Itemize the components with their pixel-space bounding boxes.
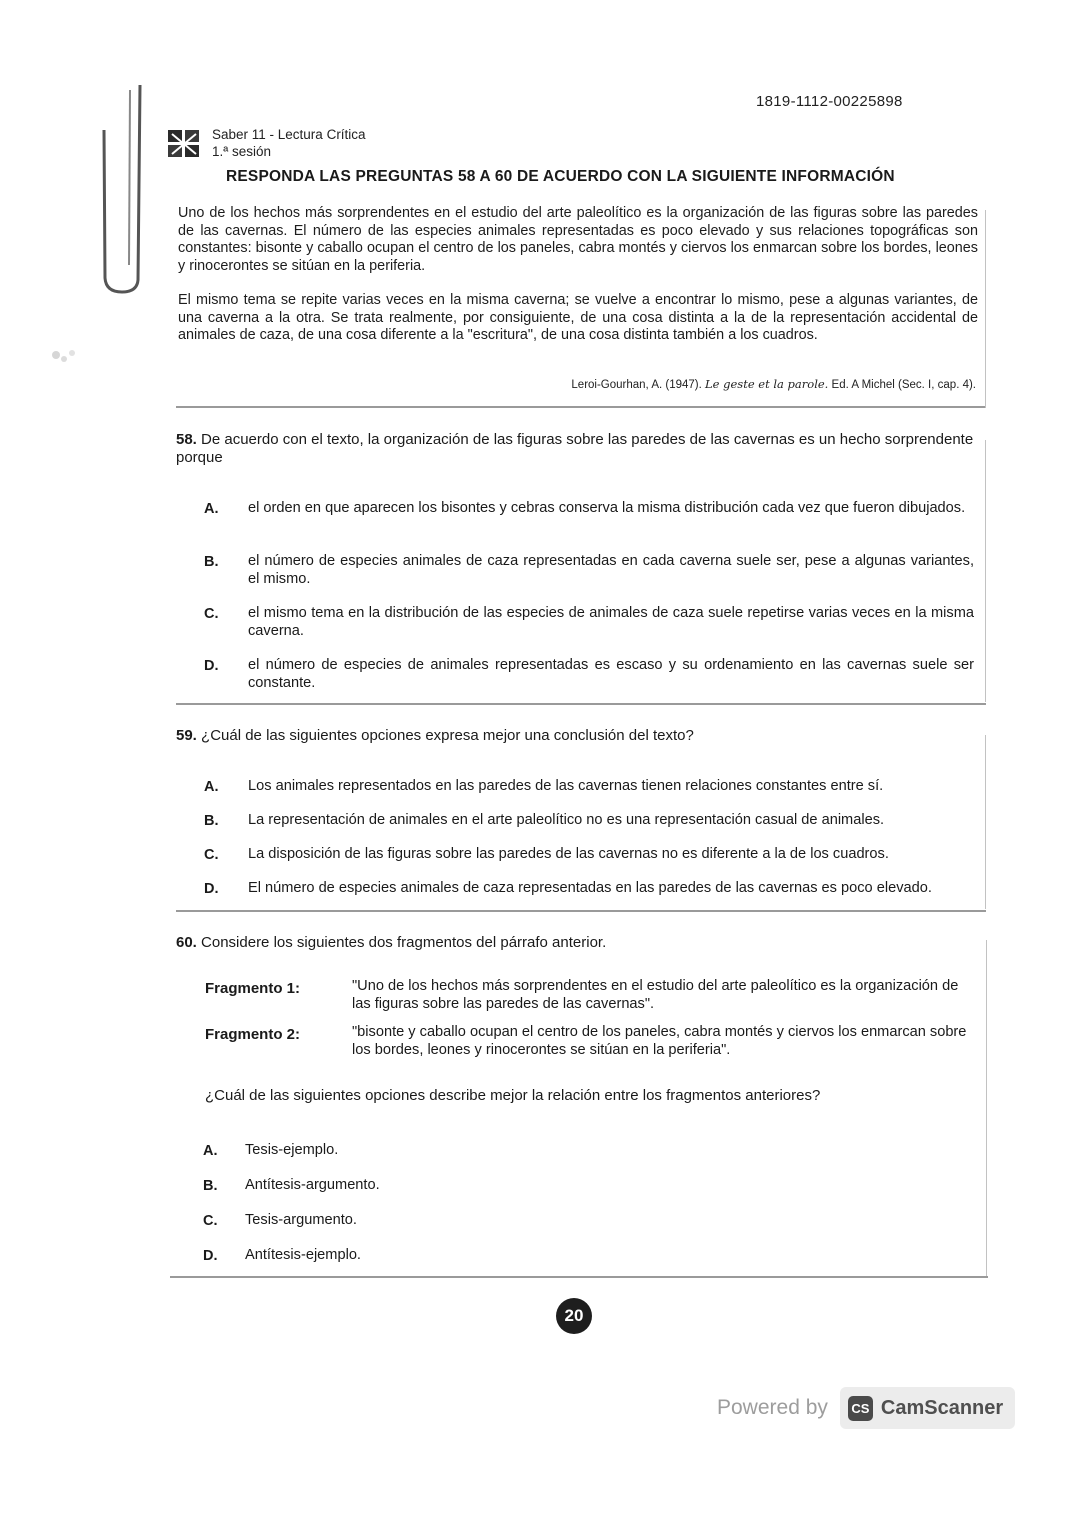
option-letter: D. [204, 881, 219, 897]
citation-author: Leroi-Gourhan, A. (1947). [571, 379, 702, 391]
passage-citation [571, 377, 976, 391]
option-letter: A. [204, 779, 219, 795]
question-number: 60. [176, 934, 197, 951]
option-letter: A. [203, 1143, 218, 1159]
option-letter: A. [204, 501, 219, 517]
divider [176, 406, 986, 408]
option-text: el número de especies de animales representadas es escaso y su ordenamiento en las cavernas suele ser constante. [248, 657, 974, 691]
option-letter: D. [204, 658, 219, 674]
icfes-logo-icon [166, 128, 202, 160]
option-letter: C. [204, 606, 219, 622]
passage-paragraph-2: El mismo tema se repite varias veces en la misma caverna; se vuelve a encontrar lo mismo, pese a algunas variantes, de una caverna a la otra. Se trata realmente, por consiguiente, de una cosa distinta a la de la representación accidental de animales de caza, de una cosa diferente a la "escritura", de una cosa distinta también a los cuadros. [178, 292, 978, 343]
question-60-prompt: ¿Cuál de las siguientes opciones describe mejor la relación entre los fragmentos anteriores? [205, 1087, 821, 1104]
option-text: El número de especies animales de caza representadas en las paredes de las cavernas es poco elevado. [248, 880, 932, 896]
option-letter: C. [203, 1213, 218, 1229]
passage-paragraph-1: Uno de los hechos más sorprendentes en el estudio del arte paleolítico es la organización de las figuras sobre las paredes de las cavernas. El número de las especies animales representadas es poco elevado y sus relaciones topográficas son constantes: bisonte y caballo ocupan el centro de los paneles, cabra montés y ciervos los enmarcan sobre los bordes, leones y rinocerontes se sitúan en la periferia. [178, 205, 978, 274]
option-text: Los animales representados en las paredes de las cavernas tienen relaciones constantes entre sí. [248, 778, 884, 794]
question-59-stem [176, 727, 976, 745]
citation-title: Le geste et la parole. [705, 377, 829, 391]
divider [176, 910, 986, 912]
question-number: 59. [176, 727, 197, 744]
option-letter: C. [204, 847, 219, 863]
option-text: el número de especies animales de caza representadas en cada caverna suele ser, pese a algunas variantes, el mismo. [248, 553, 974, 587]
option-letter: B. [203, 1178, 218, 1194]
exam-session: 1.ª sesión [212, 144, 272, 159]
option-text: La representación de animales en el arte paleolítico no es una representación casual de animales. [248, 812, 885, 828]
option-letter: D. [203, 1248, 218, 1264]
camscanner-logo-icon: CS [848, 1396, 873, 1421]
camscanner-watermark [717, 1388, 1015, 1428]
divider [176, 703, 986, 705]
option-letter: B. [204, 554, 219, 570]
citation-publisher: Ed. A Michel (Sec. I, cap. 4). [831, 379, 976, 391]
option-text: La disposición de las figuras sobre las paredes de las cavernas no es diferente a la de los cuadros. [248, 846, 889, 862]
option-text: Tesis-argumento. [245, 1212, 357, 1228]
divider [986, 940, 987, 1276]
camscanner-badge [840, 1387, 1015, 1429]
fragment-1-text: "Uno de los hechos más sorprendentes en el estudio del arte paleolítico es la organización de las figuras sobre las paredes de las cavernas". [352, 978, 959, 1012]
divider [170, 1276, 988, 1278]
fragment-1-label: Fragmento 1: [205, 980, 301, 997]
question-58-stem [176, 431, 976, 467]
divider [985, 440, 986, 702]
camscanner-brand: CamScanner [880, 1396, 1004, 1419]
question-text: De acuerdo con el texto, la organización de las figuras sobre las paredes de las cavernas es un hecho sorprendente porque [176, 431, 974, 466]
fragment-2-text: "bisonte y caballo ocupan el centro de los paneles, cabra montés y ciervos los enmarcan sobre los bordes, leones y rinocerontes se sitúan en la periferia". [352, 1024, 967, 1058]
question-text: ¿Cuál de las siguientes opciones expresa mejor una conclusión del texto? [201, 727, 694, 744]
option-text: el orden en que aparecen los bisontes y cebras conserva la misma distribución cada vez que fueron dibujados. [248, 500, 966, 516]
paper-clip-icon [92, 80, 152, 300]
option-text: Antítesis-argumento. [245, 1177, 380, 1193]
stain-mark [48, 345, 84, 369]
question-number: 58. [176, 431, 197, 448]
fragment-2-label: Fragmento 2: [205, 1026, 301, 1043]
option-text: el mismo tema en la distribución de las especies de animales de caza suele repetirse varias veces en la misma caverna. [248, 605, 974, 639]
exam-title: Saber 11 - Lectura Crítica [212, 127, 366, 142]
option-letter: B. [204, 813, 219, 829]
reading-passage [178, 205, 978, 362]
divider [985, 735, 986, 909]
question-60-stem [176, 934, 976, 952]
option-text: Antítesis-ejemplo. [245, 1247, 361, 1263]
question-text: Considere los siguientes dos fragmentos del párrafo anterior. [201, 934, 607, 951]
section-instructions: RESPONDA LAS PREGUNTAS 58 A 60 DE ACUERDO CON LA SIGUIENTE INFORMACIÓN [226, 168, 895, 185]
divider [985, 210, 986, 408]
page-number: 20 [556, 1298, 592, 1334]
option-text: Tesis-ejemplo. [245, 1142, 339, 1158]
powered-by-label: Powered by [717, 1396, 828, 1419]
exam-header [212, 126, 366, 160]
document-id: 1819-1112-00225898 [756, 93, 903, 110]
